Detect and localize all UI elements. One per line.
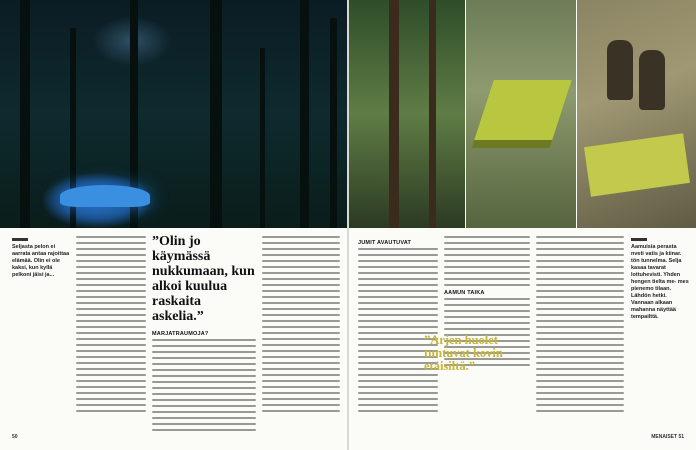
right-pull-quote: ”Arjen huolet tuntuvat kovin etäisiltä.” bbox=[424, 333, 503, 373]
left-photo-caption: Seljasta pelon ei aarrata antaa rajoittaa elämää. Olin ei ole kaksi, kun kyllä pelkoni jäisi ja... bbox=[12, 238, 70, 279]
subhead-marjatraumoja: MARJATRAUMOJA? bbox=[152, 331, 209, 337]
left-body-column-3 bbox=[262, 236, 340, 416]
boots-photo bbox=[577, 0, 696, 228]
right-photo-caption: Aamuisia perasta nveti vatis ja kiinar. tön tunnelma. Selja kasaa tavarat lottuhevisti. Yhden hengen tielta me- mes pienemo tilaan. Lähdön hetki. Vannaan alkaan mahanna näyttää tempailttä. bbox=[631, 238, 689, 321]
left-body-column-2 bbox=[152, 327, 256, 435]
left-body-column-1 bbox=[76, 236, 146, 416]
left-pull-quote: ”Olin jo käymässä nukkumaan, kun alkoi kuulua raskaita askelia.” bbox=[152, 234, 255, 324]
canopy-photo bbox=[349, 0, 465, 228]
right-body-column-1 bbox=[358, 236, 438, 416]
subhead-jumit-avautuvat: JUMIT AVAUTUVAT bbox=[358, 240, 412, 246]
right-body-column-3 bbox=[536, 236, 624, 416]
left-folio: 50 bbox=[12, 434, 18, 440]
right-folio bbox=[651, 434, 684, 440]
tent-glow bbox=[60, 185, 150, 207]
subhead-aamun-taika: AAMUN TAIKA bbox=[444, 290, 485, 297]
folio-label: MENAISET bbox=[651, 434, 678, 440]
tent-photo bbox=[466, 0, 576, 228]
forest-night-photo bbox=[0, 0, 347, 228]
folio-number: 51 bbox=[678, 434, 684, 440]
